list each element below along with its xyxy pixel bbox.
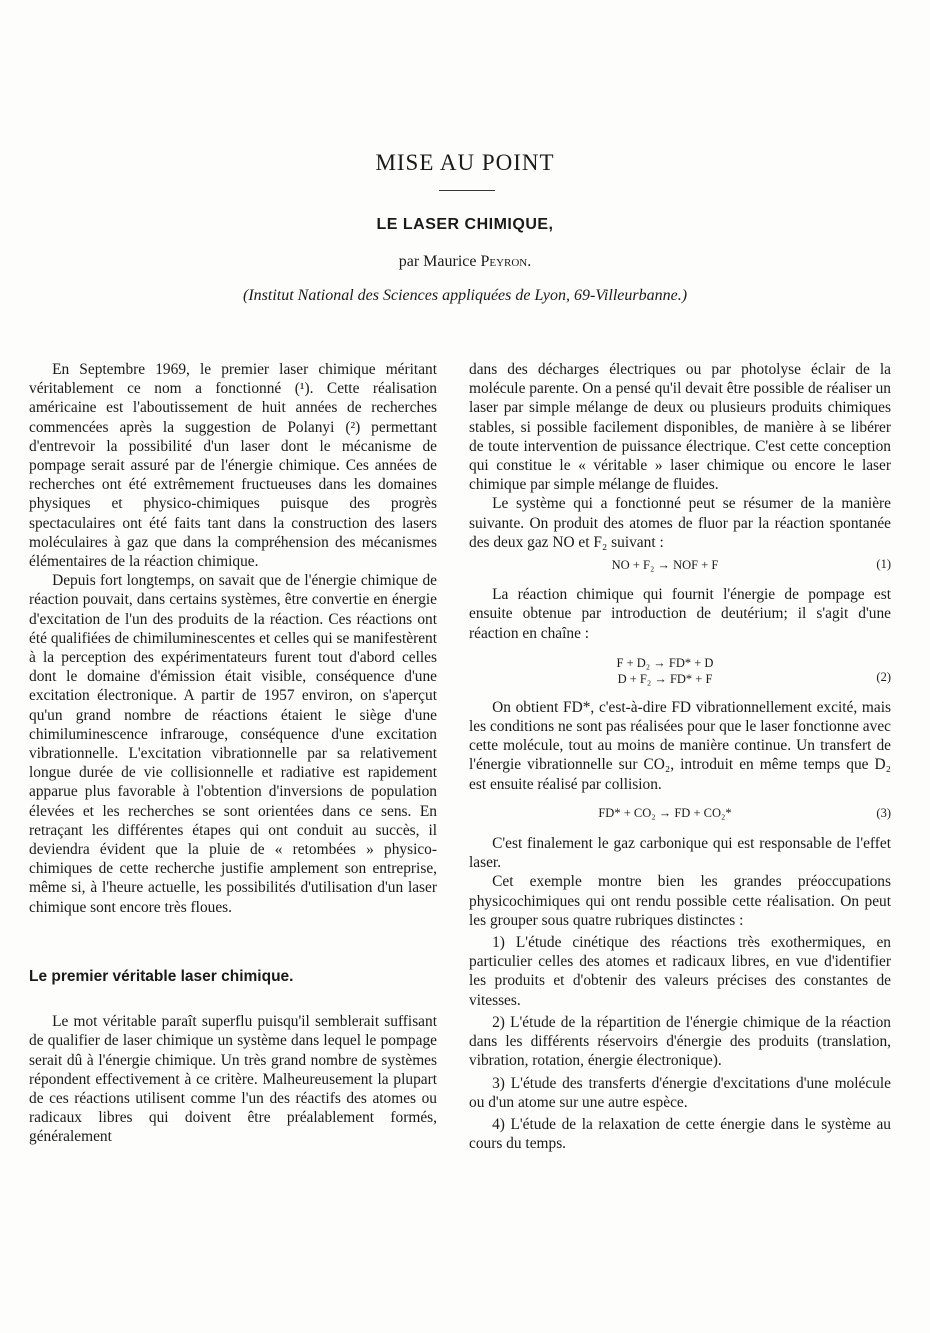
left-column [29,360,437,1147]
paragraph: dans des décharges électriques ou par photolyse éclair de la molécule parente. On a pensé qu'il devait être possible de réaliser un laser par simple mélange de deux ou plusieurs produits chimiques stables, si possible facilement disponibles, de manière à se libérer de toute intervention de puissance électrique. C'est cette conception qui constitue le « véritable » laser chimique ou encore le laser chimique par simple mélange de fluides. [469,361,891,494]
byline-prefix: par Maurice [398,253,477,270]
article-title: LE LASER CHIMIQUE, [376,216,554,233]
title-divider [439,190,495,191]
equation-1 [469,555,891,574]
equation-number: (3) [876,805,891,820]
list-item: 2) L'étude de la répartition de l'énergie chimique de la réaction dans les différents réservoirs d'énergie des produits (translation, vibration, rotation, énergie électronique). [469,1013,891,1070]
equation-number: (2) [876,669,891,684]
paragraph: Cet exemple montre bien les grandes préoccupations physicochimiques qui ont rendu possible cette réalisation. On peut les grouper sous quatre rubriques distinctes : [469,873,891,929]
paragraph: En Septembre 1969, le premier laser chimique méritant véritablement ce nom a fonctionné (¹). Cette réalisation américaine est l'aboutissement de huit années de recherches commencées après la suggestion de Polanyi (²) permettant d'entrevoir la possibilité d'un laser dont le mécanisme de pompage serait assuré par de l'énergie chimique. Ces années de recherches ont été extrêmement fructueuses dans les domaines physiques et physico-chimiques puisque des progrès spectaculaires ont été faits tant dans la construction des lasers moléculaires à gaz que dans la compréhension des mécanismes élémentaires de la réaction chimique. [29,361,437,571]
paragraph: La réaction chimique qui fournit l'énergie de pompage est ensuite obtenue par introduction de deutérium; il s'agit d'une réaction en chaîne : [469,586,891,642]
section-label: MISE AU POINT [375,150,555,175]
paragraph: Le système qui a fonctionné peut se résumer de la manière suivante. On produit des atomes de fluor par la réaction spontanée des deux gaz NO et F₂ suivant : [469,495,891,551]
equation-formula: F + D₂ → FD* + D [616,655,714,670]
equation-formula: FD* + CO₂ → FD + CO₂* [598,806,732,821]
list-item: 4) L'étude de la relaxation de cette énergie dans le système au cours du temps. [469,1115,891,1153]
equation-number: (1) [876,557,891,572]
section-heading: Le premier véritable laser chimique. [29,967,294,985]
paragraph: C'est finalement le gaz carbonique qui est responsable de l'effet laser. [469,835,891,872]
author-surname: Peyron. [480,253,532,270]
equation-2 [469,655,891,687]
paragraph: Depuis fort longtemps, on savait que de l'énergie chimique de réaction pouvait, dans certains systèmes, être convertie en énergie d'excitation de l'un des produits de la réaction. Ces réactions ont été qualifiées de chimiluminescentes et celles qui se manifestèrent à la perception des expérimentateurs furent tout d'abord celles dont le domaine d'émission était visible, conséquence d'une excitation électronique. A partir de 1957 environ, on s'aperçut qu'un grand nombre de réactions étaient le siège d'une chimiluminescence infrarouge, conséquence d'une excitation vibrationnelle. L'excitation vibrationnelle par sa relativement longue durée de vie collisionnelle et radiative est rapidement apparue plus favorable à l'obtention d'inversions de population élevées et les recherches se sont orientées dans ce sens. En retraçant les différentes étapes qui ont conduit au succès, il deviendra évident que la pluie de « retombées » physico-chimiques de cette recherche justifie amplement son entreprise, même si, à l'heure actuelle, les possibilités d'utilisation d'un laser chimique sont encore très floues. [29,572,437,916]
equation-formula: NO + F₂ → NOF + F [611,557,719,572]
equation-formula: D + F₂ → FD* + F [617,671,713,686]
list-item: 1) L'étude cinétique des réactions très exothermiques, en particulier celles des atomes et radicaux libres, en vue d'identifier les produits et d'obtenir des valeurs précises des constantes de vitesses. [469,934,891,1009]
byline [0,253,930,271]
topic-list [469,930,891,1153]
list-item: 3) L'étude des transferts d'énergie d'excitations d'une molécule ou d'un atome sur une autre espèce. [469,1074,891,1111]
affiliation: (Institut National des Sciences appliquées de Lyon, 69-Villeurbanne.) [242,287,688,304]
right-column [469,360,891,1153]
paragraph: On obtient FD*, c'est-à-dire FD vibrationnellement excité, mais les conditions ne sont pas réalisées pour que le laser fonctionne avec cette molécule, tout au moins de manière continue. Un transfert de l'énergie vibrationnelle sur CO₂, introduit en même temps que D₂ est ensuite réalisé par collision. [469,698,891,793]
paragraph: Le mot véritable paraît superflu puisqu'il semblerait suffisant de qualifier de laser chimique un système dans lequel le pompage serait dû à l'énergie chimique. Un très grand nombre de systèmes répondent effectivement à ce critère. Malheureusement la plupart de ces réactions utilisent comme l'un des réactifs des atomes ou radicaux libres qui doivent être préalablement formés, généralement [29,1013,437,1146]
equation-3 [469,804,891,823]
